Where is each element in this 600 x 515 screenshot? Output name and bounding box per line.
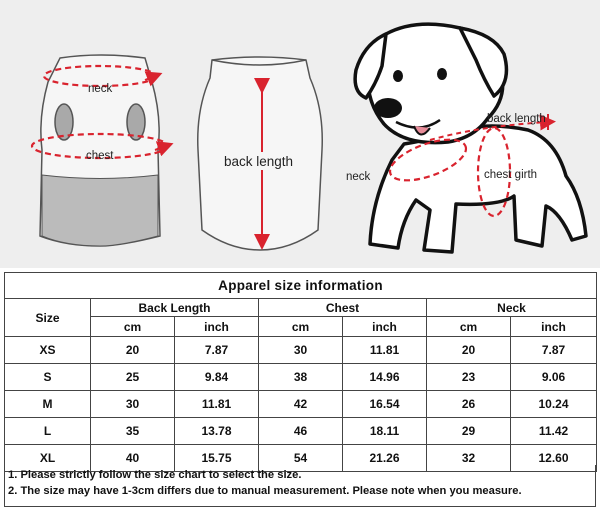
value-cell: 30 bbox=[91, 391, 175, 418]
size-cell: S bbox=[5, 364, 91, 391]
group-header-neck: Neck bbox=[427, 299, 597, 317]
table-row bbox=[5, 418, 597, 445]
value-cell: 13.78 bbox=[175, 418, 259, 445]
size-notes bbox=[4, 465, 596, 507]
value-cell: 29 bbox=[427, 418, 511, 445]
value-cell: 20 bbox=[91, 337, 175, 364]
dog-chest-girth-label: chest girth bbox=[484, 169, 538, 181]
dog-eye-left bbox=[393, 70, 403, 82]
unit-header: cm bbox=[427, 317, 511, 337]
table-row bbox=[5, 391, 597, 418]
group-header-back-length: Back Length bbox=[91, 299, 259, 317]
dog-illustration bbox=[355, 24, 586, 252]
size-cell: M bbox=[5, 391, 91, 418]
value-cell: 12.60 bbox=[511, 445, 597, 472]
unit-header: inch bbox=[175, 317, 259, 337]
value-cell: 16.54 bbox=[343, 391, 427, 418]
neck-label: neck bbox=[88, 83, 113, 95]
dog-nose bbox=[374, 98, 402, 118]
value-cell: 7.87 bbox=[175, 337, 259, 364]
table-row bbox=[5, 364, 597, 391]
value-cell: 26 bbox=[427, 391, 511, 418]
value-cell: 9.06 bbox=[511, 364, 597, 391]
value-cell: 20 bbox=[427, 337, 511, 364]
value-cell: 54 bbox=[259, 445, 343, 472]
table-title: Apparel size information bbox=[5, 273, 597, 299]
value-cell: 15.75 bbox=[175, 445, 259, 472]
size-table-container bbox=[4, 272, 596, 472]
unit-header: cm bbox=[259, 317, 343, 337]
note-line: 1. Please strictly follow the size chart to select the size. bbox=[8, 469, 302, 481]
value-cell: 32 bbox=[427, 445, 511, 472]
value-cell: 10.24 bbox=[511, 391, 597, 418]
chest-label: chest bbox=[86, 150, 114, 162]
value-cell: 9.84 bbox=[175, 364, 259, 391]
value-cell: 30 bbox=[259, 337, 343, 364]
value-cell: 7.87 bbox=[511, 337, 597, 364]
value-cell: 11.81 bbox=[175, 391, 259, 418]
value-cell: 14.96 bbox=[343, 364, 427, 391]
size-cell: XL bbox=[5, 445, 91, 472]
note-line: 2. The size may have 1-3cm differs due to manual measurement. Please note when you measure. bbox=[8, 485, 522, 497]
value-cell: 35 bbox=[91, 418, 175, 445]
value-cell: 11.81 bbox=[343, 337, 427, 364]
value-cell: 42 bbox=[259, 391, 343, 418]
size-cell: XS bbox=[5, 337, 91, 364]
back-length-label: back length bbox=[224, 154, 294, 169]
value-cell: 40 bbox=[91, 445, 175, 472]
dog-eye-right bbox=[437, 68, 447, 80]
unit-header: cm bbox=[91, 317, 175, 337]
table-row bbox=[5, 337, 597, 364]
garment-back bbox=[198, 57, 323, 250]
value-cell: 46 bbox=[259, 418, 343, 445]
unit-header: inch bbox=[511, 317, 597, 337]
value-cell: 21.26 bbox=[343, 445, 427, 472]
value-cell: 23 bbox=[427, 364, 511, 391]
size-header: Size bbox=[5, 299, 91, 337]
value-cell: 25 bbox=[91, 364, 175, 391]
value-cell: 18.11 bbox=[343, 418, 427, 445]
dog-neck-label: neck bbox=[346, 171, 371, 183]
unit-header: inch bbox=[343, 317, 427, 337]
garment-front bbox=[32, 55, 168, 246]
size-cell: L bbox=[5, 418, 91, 445]
size-table bbox=[4, 272, 597, 472]
value-cell: 11.42 bbox=[511, 418, 597, 445]
dog-back-length-label: back length bbox=[487, 113, 546, 125]
group-header-chest: Chest bbox=[259, 299, 427, 317]
value-cell: 38 bbox=[259, 364, 343, 391]
